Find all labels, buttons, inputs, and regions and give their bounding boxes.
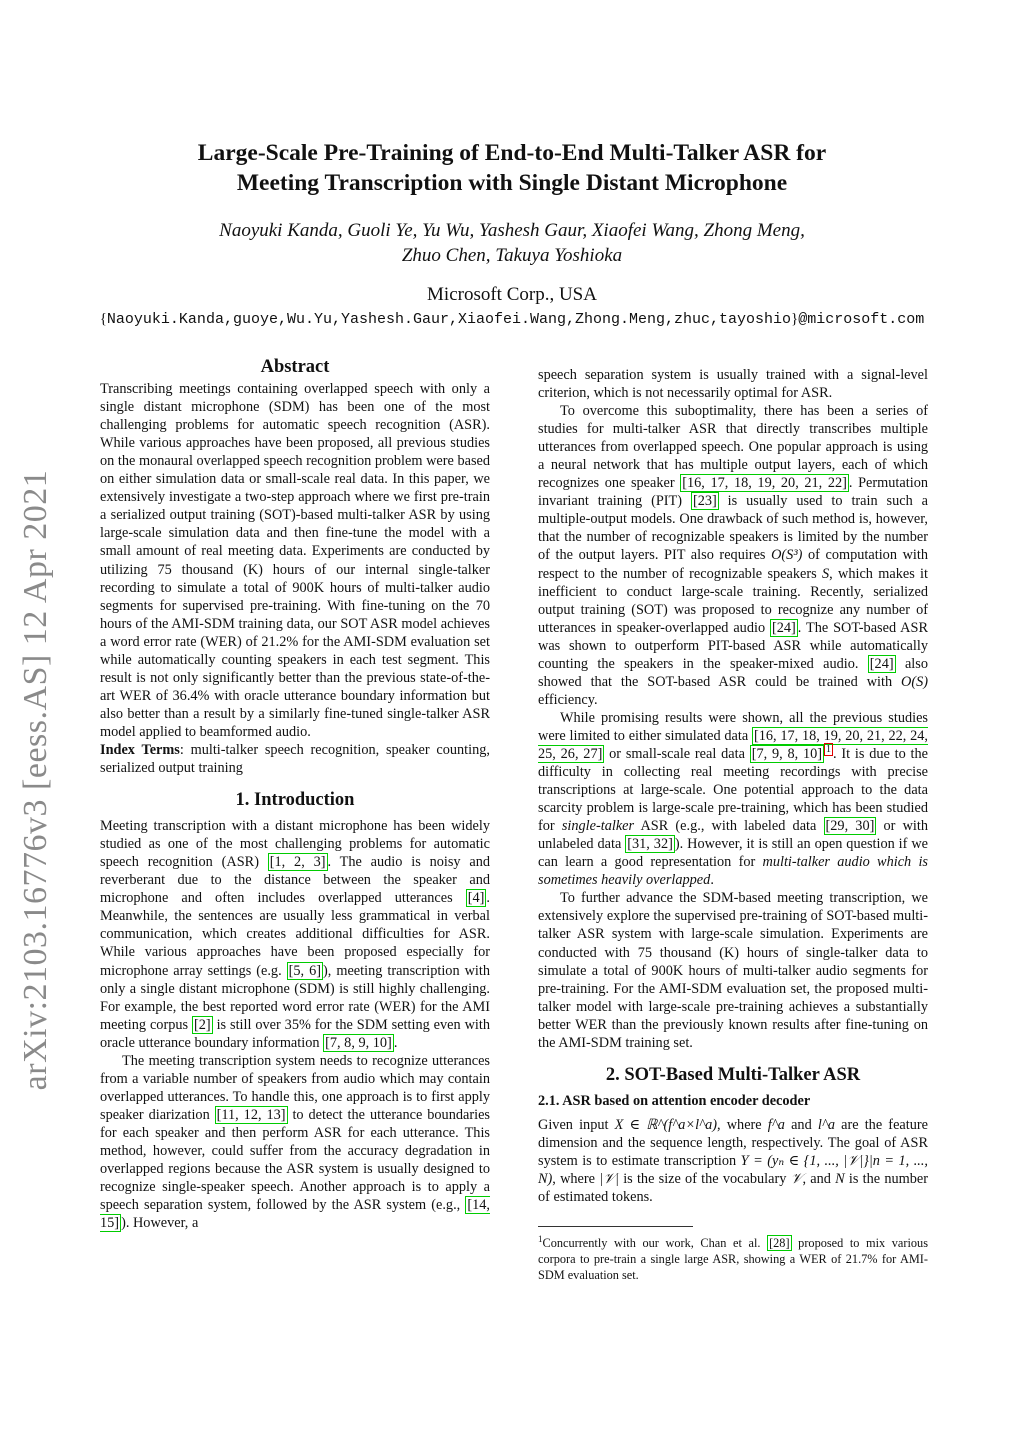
brace-open: {	[99, 311, 107, 327]
arxiv-side-stamp	[8, 470, 64, 1090]
citation-link[interactable]: [16, 17, 18, 19, 20, 21, 22]	[682, 475, 847, 492]
math-inline: |𝒱|	[599, 1171, 619, 1188]
math-inline: S	[821, 565, 830, 582]
authors-line-1: Naoyuki Kanda, Guoli Ye, Yu Wu, Yashesh Gaur, Xiaofei Wang, Zhong Meng,	[219, 220, 805, 241]
text-run: The meeting transcription system needs to recognize utterances from a variable number of speakers from audio which may contain overlapped utterances. To handle this, one approach is to first apply speaker diarization	[100, 1052, 490, 1123]
text-run: To overcome this suboptimality, there has been a series of studies for multi-talker ASR that directly transcribes multiple utterances from overlapped speech. One popular approach is using a neural network that has multiple output layers, each of which recognizes one speaker	[538, 403, 928, 492]
citation-link[interactable]: [23]	[692, 493, 717, 510]
text-run: is usually used to train such a multiple-output models. One drawback of such method is, however, that the number of recognizable speakers is limited by the number of the output layers. PIT also requires	[538, 493, 928, 564]
math-inline: 𝒱	[790, 1171, 803, 1188]
text-run: proposed to mix various corpora to pre-train a single large ASR, showing a WER of 21.7% for AMI-SDM evaluation set.	[538, 1236, 928, 1283]
footnote-rule	[538, 1226, 693, 1227]
footnote-link[interactable]: 1	[826, 744, 832, 756]
intro-paragraph-5	[538, 709, 928, 889]
affiliation: Microsoft Corp., USA	[427, 284, 597, 305]
text-run: Given input	[538, 1116, 615, 1133]
citation-link[interactable]: [24]	[771, 619, 796, 636]
math-inline: X ∈ ℝ^(f^a×l^a)	[614, 1116, 718, 1133]
index-terms	[100, 741, 490, 777]
intro-paragraph-3: speech separation system is usually trained with a signal-level criterion, which is not necessarily optimal for ASR.	[538, 367, 928, 402]
email-line	[0, 311, 1024, 328]
author-list	[100, 218, 924, 268]
text-run: . Permutation invariant training (PIT)	[538, 475, 928, 510]
text-run: , where	[717, 1116, 768, 1133]
authors-line-2: Zhuo Chen, Takuya Yoshioka	[401, 245, 623, 266]
intro-paragraph-2	[100, 1052, 490, 1232]
text-run: or small-scale real data	[604, 745, 750, 762]
text-run: Meeting transcription with a distant microphone has been widely studied as one of the most challenging problems for automatic speech recognition (ASR)	[100, 818, 490, 871]
index-terms-label: Index Terms	[100, 741, 180, 758]
text-run: of computation with respect to the number of recognizable speakers	[538, 547, 928, 582]
citation-link[interactable]: [5, 6]	[288, 962, 322, 979]
email-names: Naoyuki.Kanda,guoye,Wu.Yu,Yashesh.Gaur,Xiaofei.Wang,Zhong.Meng,zhuc,tayoshio	[106, 311, 792, 328]
text-run: also showed that the SOT-based ASR could be trained with	[538, 655, 928, 690]
text-run: . It is due to the difficulty in collecting real meeting recordings with precise transcriptions at large-scale. One potential approach to the data scarcity problem is large-scale pre-training, which has been studied for	[538, 745, 928, 835]
right-column	[538, 366, 928, 1206]
text-run: , where	[552, 1171, 600, 1188]
text-run: Concurrently with our work, Chan et al.	[542, 1236, 768, 1251]
math-inline: O(S³)	[771, 547, 803, 564]
abstract-heading: Abstract	[260, 357, 330, 377]
arxiv-id: arXiv:2103.16776v3 [eess.AS] 12 Apr 2021	[17, 469, 54, 1091]
paper-title	[100, 138, 924, 198]
intro-paragraph-1	[100, 817, 490, 1052]
citation-link[interactable]: [7, 9, 8, 10]	[751, 745, 823, 762]
text-run: ), meeting transcription with only a single distant microphone (SDM) is still highly challenging. For example, the best reported word error rate (WER) for the AMI meeting corpus	[100, 962, 490, 1033]
title-line-1: Large-Scale Pre-Training of End-to-End Multi-Talker ASR for	[197, 140, 827, 166]
math-inline: f^a	[767, 1116, 785, 1133]
brace-close: }	[791, 311, 799, 327]
intro-heading: 1. Introduction	[235, 790, 355, 811]
citation-link[interactable]: [4]	[467, 890, 485, 907]
text-run: . Meanwhile, the sentences are usually less grammatical in verbal communication, which creates additional difficulties for ASR. While various approaches have been proposed especially for microphone array settings (e.g.	[100, 890, 490, 979]
emphasis: multi-talker audio which is sometimes heavily overlapped	[538, 854, 928, 889]
text-run: , which makes it inefficient to conduct large-scale training. Recently, serialized output training (SOT) was proposed to recognize any number of utterances in speaker-overlapped audio	[538, 565, 928, 636]
text-run: to detect the utterance boundaries for each speaker and then perform ASR for each utterance. This method, however, could suffer from the accuracy degradation in overlapped regions because the ASR system is usually designed to recognize single-speaker speech. Another approach is to apply a speech separation system, followed by the ASR system (e.g.,	[100, 1106, 490, 1214]
text-run: is the size of the vocabulary	[619, 1171, 791, 1188]
intro-paragraph-4	[538, 402, 928, 709]
email-domain: @microsoft.com	[798, 311, 925, 328]
citation-link[interactable]: [1, 2, 3]	[269, 854, 326, 871]
citation-link[interactable]: [14, 15]	[100, 1197, 490, 1232]
abstract-text: Transcribing meetings containing overlapped speech with only a single distant microphone (SDM) has been one of the most challenging problems for automatic speech recognition (ASR). While various approaches have been proposed, all previous studies on the monaural overlapped speech recognition problem were based on either simulation data or small-scale real data. In this paper, we extensively investigate a two-step approach where we first pre-train a serialized output training (SOT)-based multi-talker ASR by using large-scale simulation data and then fine-tune the model with a small amount of real meeting data. Experiments are conducted by utilizing 75 thousand (K) hours of our internal single-talker recording to simulate a total of 900K hours of multi-talker audio segments for supervised pre-training. With fine-tuning on the 70 hours of the AMI-SDM training data, our SOT ASR model achieves a word error rate (WER) of 21.2% for the AMI-SDM evaluation set while automatically counting speakers in each test segment. This result is not only significantly better than the previous state-of-the-art WER of 36.4% with oracle utterance boundary information but also better than a result by a similarly fine-tuned single-talker ASR model applied to beamformed audio.	[100, 381, 490, 740]
text-run: are the feature dimension and the sequence length, respectively. The goal of ASR system is to estimate transcription	[538, 1116, 928, 1169]
text-run: ASR (e.g., with labeled data	[634, 818, 824, 835]
text-run: ). However, it is still an open question if we can learn a good representation for	[538, 836, 928, 871]
citation-link[interactable]: [2]	[193, 1016, 211, 1033]
text-run: efficiency.	[538, 691, 598, 708]
math-inline: N	[835, 1171, 845, 1188]
citation-link[interactable]: [7, 8, 9, 10]	[325, 1034, 392, 1051]
section-2-heading: 2. SOT-Based Multi-Talker ASR	[605, 1064, 861, 1085]
emphasis: single-talker	[561, 818, 635, 835]
text-run: or with unlabeled data	[538, 818, 928, 853]
text-run: . The SOT-based ASR was shown to outperform PIT-based ASR while automatically counting the speakers in the speaker-mixed audio.	[538, 619, 928, 672]
text-run: .	[393, 1034, 398, 1051]
citation-link[interactable]: [16, 17, 18, 19, 20, 21, 22, 24, 25, 26, 27]	[538, 727, 929, 762]
left-column	[100, 358, 490, 1232]
citation-link[interactable]: [29, 30]	[825, 818, 875, 835]
citation-link[interactable]: [24]	[869, 655, 894, 672]
text-run: is the number of estimated tokens.	[538, 1171, 928, 1206]
subsection-2-1-heading: 2.1. ASR based on attention encoder decoder	[538, 1092, 811, 1109]
title-line-2: Meeting Transcription with Single Distant Microphone	[236, 170, 788, 196]
text-run: and	[784, 1116, 818, 1133]
math-inline: O(S)	[901, 673, 928, 690]
text-run: is still over 35% for the SDM setting even with oracle utterance boundary information	[100, 1016, 490, 1051]
footnote	[538, 1226, 928, 1283]
citation-link[interactable]: [28]	[769, 1236, 790, 1251]
math-inline: l^a	[817, 1116, 835, 1133]
text-run: , and	[802, 1171, 836, 1188]
text-run: .	[710, 872, 714, 889]
intro-paragraph-6: To further advance the SDM-based meeting transcription, we extensively explore the supervised pre-training of SOT-based multi-talker ASR system with large-scale simulation. Experiments are conducted with 75 thousand (K) hours of single-talker data to simulate a total of 900K hours of multi-talker audio segments for pre-training. For the AMI-SDM evaluation set, the proposed multi-talker model with large-scale pre-training achieves a substantially better WER than the previously known results after fine-tuning on the AMI-SDM training set.	[538, 890, 928, 1051]
math-inline: Y = (yₙ ∈ {1, ..., |𝒱|}|n = 1, ..., N)	[538, 1152, 928, 1188]
section-2-1-paragraph	[538, 1116, 928, 1206]
citation-link[interactable]: [31, 32]	[627, 836, 673, 853]
text-run: ). However, a	[121, 1215, 199, 1232]
index-terms-text: : multi-talker speech recognition, speaker counting, serialized output training	[100, 741, 490, 777]
citation-link[interactable]: [11, 12, 13]	[216, 1106, 286, 1123]
footnote-mark: 1	[538, 1234, 543, 1244]
text-run: . The audio is noisy and reverberant due to the distance between the speaker and microphone and often includes overlapped utterances	[100, 854, 490, 907]
text-run: While promising results were shown, all the previous studies were limited to either simulated data	[538, 709, 928, 744]
